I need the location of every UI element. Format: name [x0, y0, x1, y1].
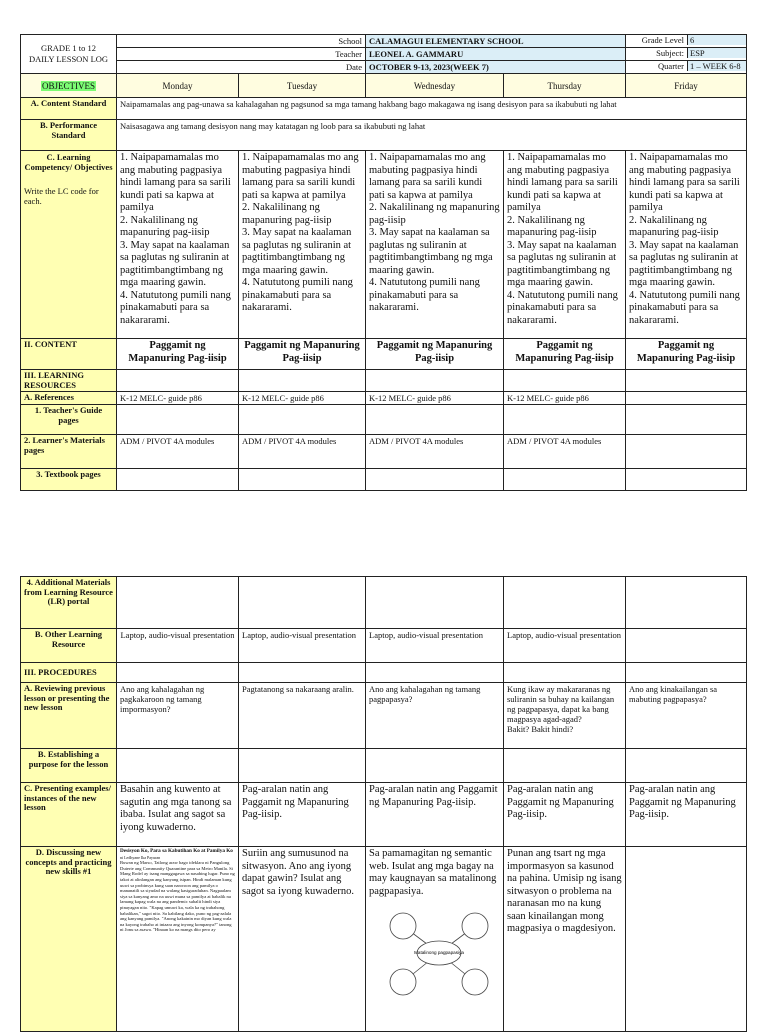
performance-standard-text: Naisasagawa ang tamang desisyon nang may katatagan ng loob para sa ikabubuti ng lahat [117, 120, 747, 151]
references-friday [626, 392, 747, 405]
objectives-header: OBJECTIVES [21, 74, 117, 98]
grade-range: GRADE 1 to 12 [40, 43, 96, 53]
story-author: ni Ledhyane Ika Payuran [120, 854, 161, 860]
day-header-thursday: Thursday [504, 74, 626, 98]
learners-materials-label: 2. Learner's Materials pages [21, 435, 117, 469]
competency-note: Write the LC code for each. [24, 186, 99, 206]
web-node-circle [390, 913, 416, 939]
day-header-wednesday: Wednesday [366, 74, 504, 98]
teachers-guide-label: 1. Teacher's Guide pages [21, 405, 117, 435]
content-friday: Paggamit ng Mapanuring Pag-iisip [626, 339, 747, 370]
competency-label-cell [21, 151, 117, 339]
competency-monday: 1. Naipapamamalas mo ang mabuting pagpasiya hindi lamang para sa sarili kundi pati sa kapwa at pamilya 2. Nakalilinang ng mapanuring pag-iisip 3. May sapat na kaalaman sa paglutas ng suliranin at pagtitimbangtimbang ng mga maaring gawin. 4. Natututong pumili nang pinakamabuti para sa nakararami. [117, 151, 239, 339]
references-label: A. References [21, 392, 117, 405]
log-title: DAILY LESSON LOG [28, 54, 109, 64]
quarter-value: 1 – WEEK 6-8 [687, 61, 746, 71]
additional-materials-label: 4. Additional Materials from Learning Resource (LR) portal [21, 577, 117, 629]
presenting-friday: Pag-aralan natin ang Paggamit ng Mapanuring Pag-iisip. [626, 783, 747, 847]
date-label: Date [117, 61, 366, 74]
references-thursday: K-12 MELC- guide p86 [504, 392, 626, 405]
reviewing-monday: Ano ang kahalagahan ng pagkakaroon ng tamang impormasyon? [117, 683, 239, 749]
grade-level-value: 6 [687, 35, 746, 45]
presenting-wednesday: Pag-aralan natin ang Paggamit ng Mapanuring Pag-iisip. [366, 783, 504, 847]
discussing-wednesday-cell [366, 847, 504, 1032]
discussing-thursday: Punan ang tsart ng mga impormasyon sa kasunod na pahina. Umisip ng isang sitwasyon o problema na naranasan mo na kung saan kinailangan mong magpasiya o magdesiyon. [504, 847, 626, 1032]
other-resources-monday: Laptop, audio-visual presentation [117, 629, 239, 663]
semantic-web-diagram [375, 910, 503, 996]
other-resources-thursday: Laptop, audio-visual presentation [504, 629, 626, 663]
competency-friday: 1. Naipapamamalas mo ang mabuting pagpasiya hindi lamang para sa sarili kundi pati sa kapwa at pamilya 2. Nakalilinang ng mapanuring pag-iisip 3. May sapat na kaalaman sa paglutas ng suliranin at pagtitimbangtimbang ng mga maaring gawin. 4. Natututong pumili nang pinakamabuti para sa nakararami. [626, 151, 747, 339]
discussing-tuesday: Suriin ang sumusunod na sitwasyon. Ano ang iyong dapat gawin? Isulat ang sagot sa iyong kuwaderno. [239, 847, 366, 1032]
other-resources-label: B. Other Learning Resource [21, 629, 117, 663]
school-value: CALAMAGUI ELEMENTARY SCHOOL [366, 35, 626, 48]
web-node-circle [462, 969, 488, 995]
performance-standard-label: B. Performance Standard [21, 120, 117, 151]
log-title-block [21, 35, 117, 74]
lesson-log-table-bottom [20, 576, 747, 1032]
school-label: School [117, 35, 366, 48]
content-monday: Paggamit ng Mapanuring Pag-iisip [117, 339, 239, 370]
presenting-thursday: Pag-aralan natin ang Paggamit ng Mapanuring Pag-iisip. [504, 783, 626, 847]
competency-wednesday: 1. Naipapamamalas mo ang mabuting pagpasiya hindi lamang para sa sarili kundi pati sa kapwa at pamilya 2. Nakalilinang ng mapanuring pag-iisip 3. May sapat na kaalaman sa paglutas ng suliranin at pagtitimbangtimbang ng mga maaring gawin. 4. Natututong pumili nang pinakamabuti para sa nakararami. [366, 151, 504, 339]
quarter-cell [626, 61, 747, 74]
presenting-tuesday: Pag-aralan natin ang Paggamit ng Mapanuring Pag-iisip. [239, 783, 366, 847]
other-resources-friday [626, 629, 747, 663]
presenting-label: C. Presenting examples/ instances of the new lesson [21, 783, 117, 847]
purpose-label: B. Establishing a purpose for the lesson [21, 749, 117, 783]
subject-label: Subject: [656, 48, 685, 58]
learners-friday [626, 435, 747, 469]
quarter-label: Quarter [658, 61, 685, 71]
learning-resources-label: III. LEARNING RESOURCES [21, 370, 117, 392]
competency-label: C. Learning Competency/ Objectives [24, 152, 113, 172]
other-resources-tuesday: Laptop, audio-visual presentation [239, 629, 366, 663]
references-tuesday: K-12 MELC- guide p86 [239, 392, 366, 405]
competency-tuesday: 1. Naipapamamalas mo ang mabuting pagpasiya hindi lamang para sa sarili kundi pati sa kapwa at pamilya 2. Nakalilinang ng mapanuring pag-iisip 3. May sapat na kaalaman sa paglutas ng suliranin at pagtitimbangtimbang ng mga maaring gawin. 4. Natututong pumili nang pinakamabuti para sa nakararami. [239, 151, 366, 339]
learners-thursday: ADM / PIVOT 4A modules [504, 435, 626, 469]
content-wednesday: Paggamit ng Mapanuring Pag-iisip [366, 339, 504, 370]
story-body: Buwan ng Marso, Tatlong araw bago ideklara ni Pangulong Duterte ang Community Quarantine para sa Metro Manila. Si Mang Rodel ay isang manggagawa sa nasabing lugar. Puno ng takot at alinlangan ang kanyang isipan. Hindi malaman kung uuwi sa probinsya kung saan naroroon ang pamilya o mananatili sa siyudad na walang kasiguraduhan. Nagpaalam siya sa kanyang amo na uuwi muna sa pamilya at babalik na lamang kapag wala na ang pandemic subalit hindi siya pinayagan nito. "Kapag umuwi ka, wala ka ng trabahong babalikan," sagot nito. Sa kabilang dako, puno ng pag-aalala ang kanyang pamilya. "Anong kakainin mo diyan kung wala na kayong trabaho at iniaara ang inyong kompanya?" tanong ni Jonu sa asawa. "Hinaan ko na mangs dito pero ay [120, 860, 235, 933]
teacher-label: Teacher [117, 48, 366, 61]
learners-monday: ADM / PIVOT 4A modules [117, 435, 239, 469]
reviewing-friday: Ano ang kinakailangan sa mabuting pagpapasya? [626, 683, 747, 749]
web-node-circle [462, 913, 488, 939]
reviewing-thursday: Kung ikaw ay makararanas ng suliranin sa buhay na kailangan ng pagpapasya, dapat ka bang magpasya agad-agad? Bakit? Bakit hindi? [504, 683, 626, 749]
web-center-label: Matalinong pagpapasiya [414, 950, 464, 955]
teacher-value: LEONEL A. GAMMARU [366, 48, 626, 61]
story-excerpt [117, 847, 239, 1032]
story-title: Desisyon Ko, Para sa Kabutihan Ko at Pamilya Ko [120, 848, 233, 854]
content-label: II. CONTENT [21, 339, 117, 370]
discussing-label: D. Discussing new concepts and practicing new skills #1 [21, 847, 117, 1032]
day-header-friday: Friday [626, 74, 747, 98]
content-tuesday: Paggamit ng Mapanuring Pag-iisip [239, 339, 366, 370]
subject-value: ESP [687, 48, 746, 58]
learners-tuesday: ADM / PIVOT 4A modules [239, 435, 366, 469]
grade-level-cell [626, 35, 747, 48]
other-resources-wednesday: Laptop, audio-visual presentation [366, 629, 504, 663]
subject-cell [626, 48, 747, 61]
content-thursday: Paggamit ng Mapanuring Pag-iisip [504, 339, 626, 370]
day-header-tuesday: Tuesday [239, 74, 366, 98]
day-header-monday: Monday [117, 74, 239, 98]
reviewing-tuesday: Pagtatanong sa nakaraang aralin. [239, 683, 366, 749]
discussing-wednesday: Sa pamamagitan ng semantic web. Isulat ang mga bagay na may kaugnayan sa matalinong pagpapasiya. [369, 848, 497, 897]
date-value: OCTOBER 9-13, 2023(WEEK 7) [366, 61, 626, 74]
discussing-friday [626, 847, 747, 1032]
learners-wednesday: ADM / PIVOT 4A modules [366, 435, 504, 469]
presenting-monday: Basahin ang kuwento at sagutin ang mga tanong sa ibaba. Isulat ang sagot sa iyong kuwaderno. [117, 783, 239, 847]
grade-level-label: Grade Level [641, 35, 685, 45]
textbook-label: 3. Textbook pages [21, 469, 117, 491]
web-node-circle [390, 969, 416, 995]
procedures-label: III. PROCEDURES [21, 663, 117, 683]
references-wednesday: K-12 MELC- guide p86 [366, 392, 504, 405]
lesson-log-table-top [20, 34, 747, 491]
reviewing-wednesday: Ano ang kahalagahan ng tamang pagpapasya? [366, 683, 504, 749]
content-standard-label: A. Content Standard [21, 98, 117, 120]
references-monday: K-12 MELC- guide p86 [117, 392, 239, 405]
competency-thursday: 1. Naipapamamalas mo ang mabuting pagpasiya hindi lamang para sa sarili kundi pati sa kapwa at pamilya 2. Nakalilinang ng mapanuring pag-iisip 3. May sapat na kaalaman sa paglutas ng suliranin at pagtitimbangtimbang ng mga maaring gawin. 4. Natututong pumili nang pinakamabuti para sa nakararami. [504, 151, 626, 339]
reviewing-label: A. Reviewing previous lesson or presenting the new lesson [21, 683, 117, 749]
content-standard-text: Naipamamalas ang pag-unawa sa kahalagahan ng pagsunod sa mga tamang hakbang bago makagawa ng isang desisyon para sa ikabubuti ng lahat [117, 98, 747, 120]
